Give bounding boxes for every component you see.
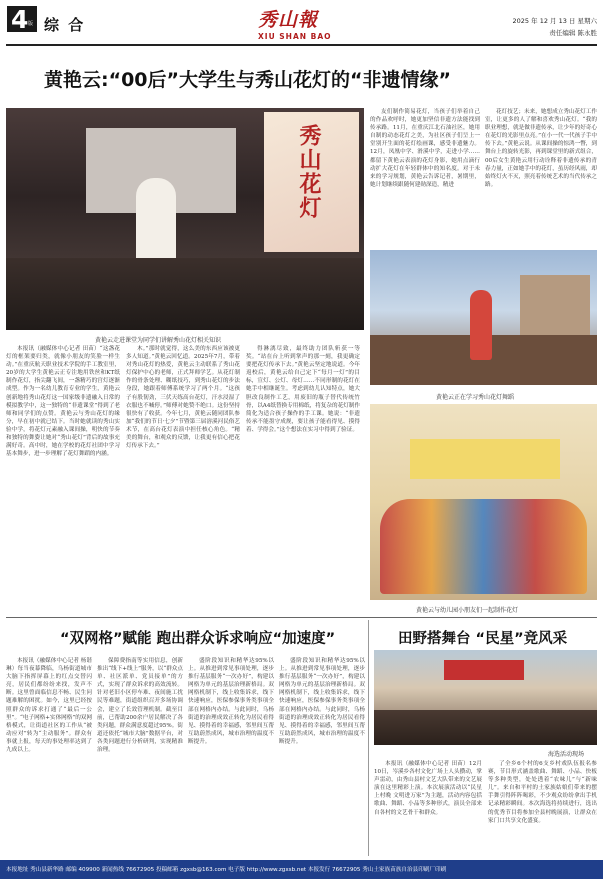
story3-column-2-text: 了全乡6个村的6支乡村戏队伍报名参赛，节目形式涵盖歌曲、舞蹈、小品、快板等多种类型，处处透着“农味儿”与“新味儿”。来自和平村的土家族姑娘们带来的摆手舞引得阵阵喝彩，不少观众纷纷拿出手机记录精彩瞬间。本次海选将持续进行，选出的优秀节目将参加全县村晚展演，让群众在家门口共享文化盛宴。: [488, 761, 597, 824]
story1-column-1-text: 本报讯（融媒体中心记者 田苗）“这盏花灯的框架要归类，就像小朋友的笑脸一样生动。”在重庆航天职业技术学院的手工教室里，20岁的大学生黄艳云正专注地用铁丝和KT纸制作花灯，指尖翻飞间，一盏精巧的宫灯逐渐成型。作为一名幼儿教育专业的学生，黄艳云创新地将秀山花灯这一国家级非遗融入日常的模拟教学中，这一独特的“非遗课堂”得到了老师和同学们的点赞。黄艳云与秀山花灯的缘分，早在初中就已结下。当时她就读的秀山实验中学，将花灯元素融入课间操，明快的节奏和独特的舞姿让她对“秀山花灯”背后的故事充满好奇。高中时，她在学校的花灯社团中学习基本舞步，进一步理解了花灯舞蹈的内涵。: [6, 346, 120, 458]
story2-column-2-text: 保障费指南等实用信息，创新推出“线下+线上”服务，以“群众点单、社区派单、党员接单”的方式，实现了群众诉求的高效流转。针对老旧小区停车难、夜间施工扰民等难题，街道组织召开多场协调会，建立了长效管理机制。截至目前，已帮助200余户居民解决了各类问题，群众满意度超过95%。街道还依托“城市大脑”数据平台，对各类问题进行分析研判，实现精准治理。: [97, 658, 183, 754]
story3-headline: 田野搭舞台 “民星”竞风采: [398, 631, 568, 647]
story1-caption-3: 黄艳云与幼儿园小朋友们一起制作花灯: [416, 607, 519, 614]
masthead-logo: 秀山報: [258, 9, 319, 31]
photo-banner-text: 秀山花灯: [296, 124, 322, 220]
crowd: [374, 710, 597, 745]
dance-figure: [470, 290, 492, 360]
story1-column-2-text: 木。”那时就觉得，这么美的东西应该被更多人知道。”黄艳云回忆道。2025年7月，带着对秀山花灯的热爱，黄艳云主动联系了秀山花灯保护中心的老师，正式拜师学艺。从花灯制作的骨条处理、糊纸技巧，到秀山花灯的步法身段，她跟着师傅系统学习了两个月。“这孩子有股韧劲，三伏天练高台花灯，汗水浸湿了衣服也不喊停。”师傅对她赞不绝口。这份坚持很快有了收获。今年七月，黄艳云随同团队参加“我们的节日·七夕”节暨第三届溶溪河民俗艺术节，在高台花灯表演中担任核心角色。“精美的舞台，和观众的反馈，让我更有信心把花灯传承下去。”: [126, 346, 240, 450]
story1-column-4-text: 友们制作简易花灯，当孩子们举着自己的作品欢呼时，她更加坚信非遗方法能找到传承路。11月，在重庆江北石油社区，她用自制的动态花灯之美，为社区孩子们呈上一堂别开生面的花灯绘画课，感受非遗魅力。12月，凤凰中学、滑溪中学，走进小学……都留下黄艳云表演的花灯身影，她用点滴行动扩大花灯在年轻群体中的知名度。对于未来的学习规划，黄艳云告诉记者，暑期里，她计划继续跟随何建勋深造，精进: [370, 109, 480, 188]
footer-bar: [0, 860, 603, 879]
stage-red-banner: [444, 660, 524, 680]
page-number: 4: [11, 5, 29, 34]
section-divider: [6, 617, 597, 618]
kids-group: [380, 499, 587, 594]
section-title: 综 合: [44, 16, 86, 34]
story2-column-1-text: 本报讯（融媒体中心记者 杨谐琳）每当夜幕降临，乌杨街道城市大脑下指挥屏幕上的红点交替闪亮，居民们都纷纷来找，发声不断。这里曾面临信息不畅、民生问题难解的困扰。如今，这里已经按照群众的诉求打通了“最后一公里”。“电子网格+实体网格”的双网格模式，让街道社区的工作从“被动应对”转为“主动服务”。群众有事就上报，每天的事处理率达到了九成以上。: [6, 658, 92, 754]
page-number-suffix: 版: [28, 21, 34, 27]
story1-column-3: [246, 345, 360, 641]
story2-column-1: [6, 657, 92, 852]
story1-caption-1: 黄艳云走进课堂为同学们讲解秀山花灯相关知识: [95, 337, 222, 344]
story1-caption-2: 黄艳云正在学习秀山花灯舞蹈: [436, 394, 515, 401]
story1-column-3-text: 得淋漓尽致，最终助力团队斩获一等奖。“站在台上听到掌声的那一刻，我更确定要把花灯传承下去。”黄艳云坚定地说道。今年返校后，黄艳云给自己定下“每月一灯”的目标，宣灯、公灯、母灯……不同形制的花灯在她手中相继诞生。考虑到幼儿认知特点，她大胆改良制作工艺，用废旧的瓶子替代传统竹骨，以A4纸替换专用棉纸，将复杂的花灯制作简化为适合孩子操作的手工课。她说：“非遗传承不能墨守成规，要让孩子能看得见、摸得着、学得会。”这个想法在实习中得到了验证。: [246, 346, 360, 433]
story3-caption: 海选活动现场: [548, 751, 585, 758]
story2-column-4: [279, 657, 365, 852]
story1-kids-photo: [370, 404, 597, 600]
story1-column-2: [126, 345, 240, 641]
story2-column-4-text: 盛阶段知识和精华达95%以上。从推进到常见事项处理，逐步推行基层服务“一次办好”，构建以网格为单元的基层治理新格局。双网格机制下，线上收集诉求，线下快速响应，医保参保事务类事项全部在网格内办结。与此同时，乌杨街道的治理成效正转化为居民看得见、摸得着的幸福感，邻里间互帮互助蔚然成风，城市治理的温度不断提升。: [279, 658, 365, 745]
page-number-box: [7, 6, 37, 32]
footer-text: 本报地址 秀山县新华路 邮编 409900 新闻热线 76672905 投稿邮箱 zgxsb@163.com 电子版 http://www.zgxsb.net 本报发行 76672905 秀山土家族苗族自治县印刷厂印刷: [6, 867, 447, 873]
story2-column-2: [97, 657, 183, 852]
story2-headline: “双网格”赋能 跑出群众诉求响应“加速度”: [60, 631, 336, 647]
header-rule: [6, 44, 597, 46]
story3-column-2: [488, 760, 597, 852]
issue-date: 2025 年 12 月 13 日 星期六: [512, 17, 597, 25]
story3-column-1-text: 本报讯（融媒体中心记者 田苗）12月10日，岑溪乡各村文化广场上人头攒动，掌声雷动，由秀山县村文艺大队带来的文艺展演在这里精彩上演。本次展演活动以“民星上村晚 文明进万家”为主题，活动内容包括歌曲、舞蹈、小品等多种形式，演员全部来自各村的文艺骨干和群众。: [374, 761, 482, 816]
story1-headline: 黄艳云:“00后”大学生与秀山花灯的“非遗情缘”: [44, 69, 451, 91]
photo-banner: [264, 112, 359, 252]
story1-column-1: [6, 345, 120, 641]
story-vertical-divider: [368, 620, 369, 856]
story1-column-5-text: 花灯技艺；未来，她想成立秀山花灯工作室，让更多的人了解和喜欢秀山花灯。“我的职业理想，就是做非遗传承，让少年的好奇心在花灯的光影里点亮。”在小一代一代孩子手中传下去。”黄艳云说。从课间操的惊鸿一瞥，到舞台上的旋转光影，再到课堂里的新式组合，00后女生黄艳云用行动诠释着非遗传承的青春力量，正如她手中的花灯，虽历经风雨，却始终灯火不灭，照亮着传统艺术的当代传承之路。: [485, 109, 597, 188]
story3-column-1: [374, 760, 482, 852]
story2-column-3: [188, 657, 274, 852]
kids-board: [410, 439, 560, 479]
dance-building: [520, 275, 590, 335]
editor-line: 责任编辑 陈永胜: [549, 29, 597, 37]
story2-column-3-text: 盛阶段知识和精华达95%以上。从推进到常见事项处理，逐步推行基层服务“一次办好”，构建以网格为单元的基层治理新格局。双网格机制下，线上收集诉求，线下快速响应，医保参保事务类事项全部在网格内办结。与此同时，乌杨街道的治理成效正转化为居民看得见、摸得着的幸福感，邻里间互帮互助蔚然成风，城市治理的温度不断提升。: [188, 658, 274, 745]
story3-photo: [374, 650, 597, 745]
masthead-pinyin: XIU SHAN BAO: [258, 32, 332, 41]
photo-audience: [6, 258, 364, 330]
story1-main-photo: [6, 108, 364, 330]
story1-dance-photo: [370, 250, 597, 385]
